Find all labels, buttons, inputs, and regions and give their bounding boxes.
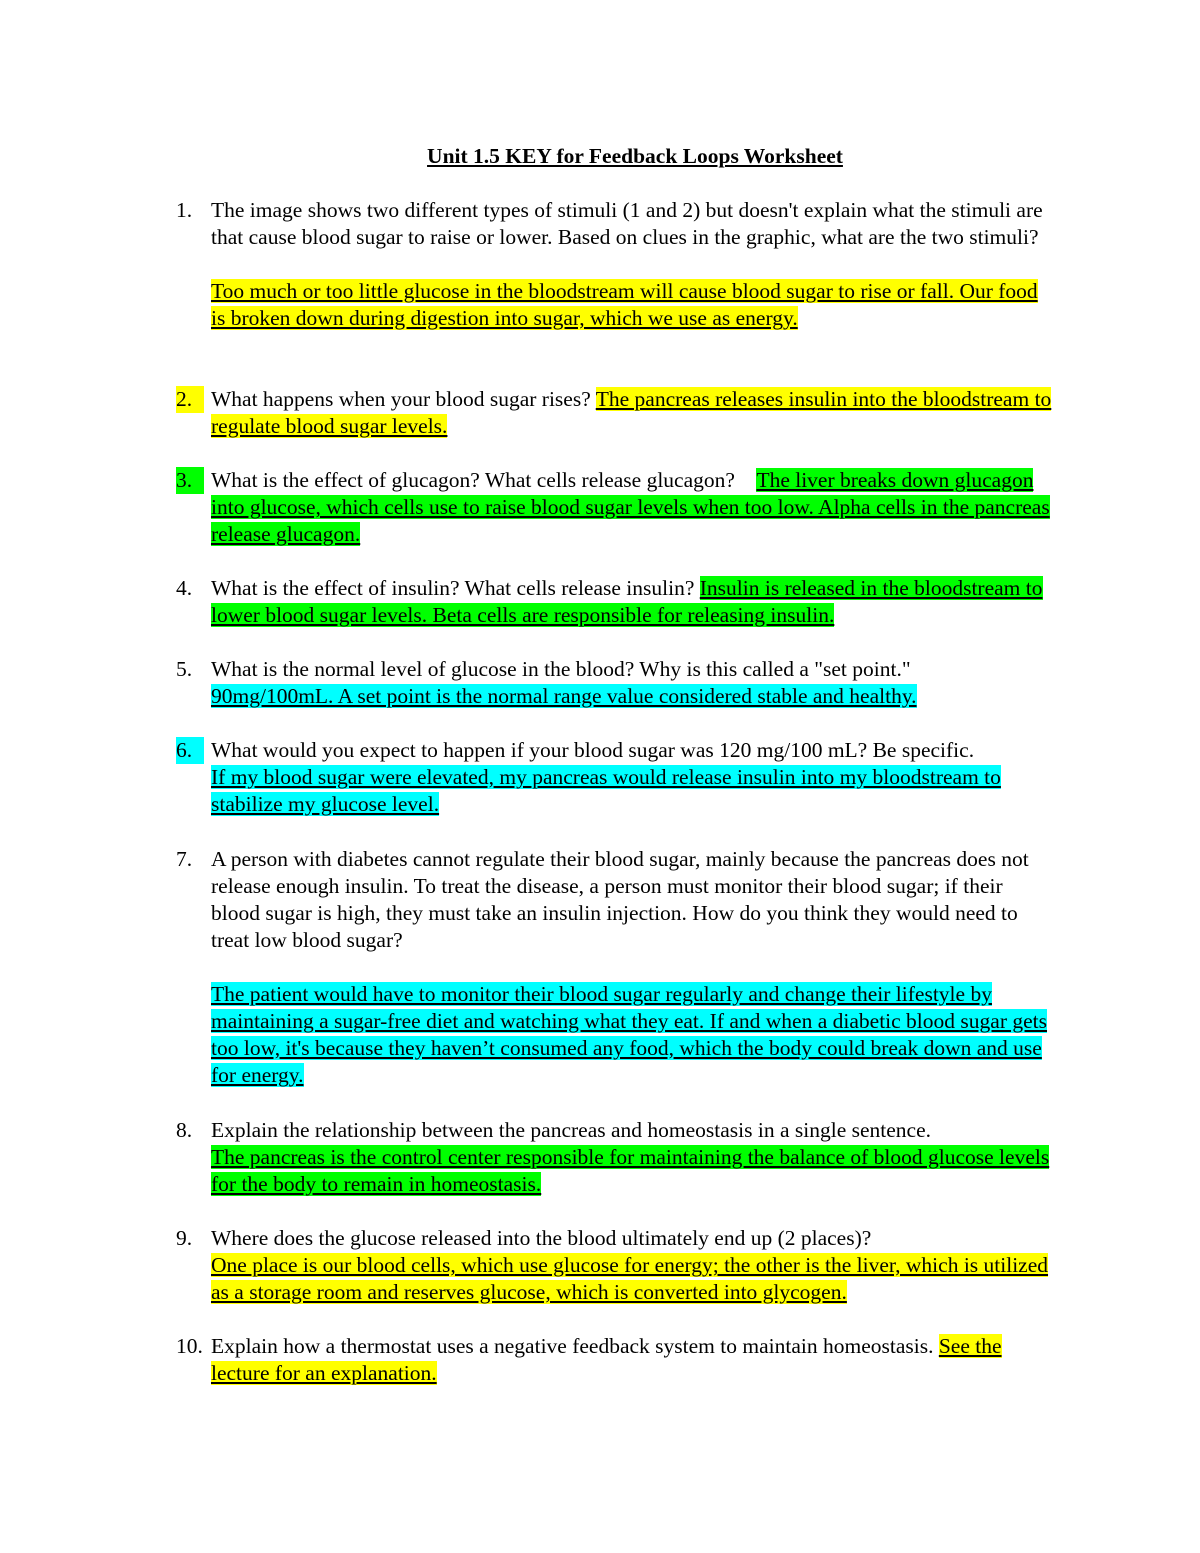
question-number: 4.: [176, 576, 193, 600]
question-text: The image shows two different types of stimuli (1 and 2) but doesn't explain what the stimuli are that cause blood sugar to raise or lower. Based on clues in the graphic, what are the two stimuli?: [211, 198, 1043, 249]
question-number: 9.: [176, 1226, 193, 1250]
question-text: A person with diabetes cannot regulate their blood sugar, mainly because the pancreas does not release enough insulin. To treat the disease, a person must monitor their blood sugar; if their blood sugar is high, they must take an insulin injection. How do you think they would need to treat low blood sugar?: [211, 847, 1029, 952]
question-6: [176, 737, 1056, 818]
question-text: Explain the relationship between the pancreas and homeostasis in a single sentence.: [211, 1118, 932, 1142]
question-4: [176, 575, 1056, 629]
answer-text: Too much or too little glucose in the bloodstream will cause blood sugar to rise or fall. Our food is broken down during digestion into sugar, which we use as energy.: [211, 279, 1038, 330]
question-7: [176, 846, 1056, 1089]
question-text: Where does the glucose released into the blood ultimately end up (2 places)?: [211, 1226, 872, 1250]
question-8: [176, 1117, 1056, 1198]
question-number: 3.: [176, 467, 204, 494]
answer-text: See the lecture for an explanation.: [211, 1334, 1002, 1385]
answer-text: Insulin is released in the bloodstream to lower blood sugar levels. Beta cells are responsible for releasing insulin.: [211, 576, 1043, 627]
page-title: Unit 1.5 KEY for Feedback Loops Worksheet: [427, 144, 843, 168]
answer-text: The liver breaks down glucagon into glucose, which cells use to raise blood sugar levels when too low. Alpha cells in the pancreas release glucagon.: [211, 468, 1050, 546]
question-text: What is the effect of insulin? What cells release insulin?: [211, 576, 695, 600]
answer-text: The pancreas releases insulin into the bloodstream to regulate blood sugar levels.: [211, 387, 1052, 438]
answer-text: 90mg/100mL. A set point is the normal range value considered stable and healthy.: [211, 684, 917, 708]
question-3: [176, 467, 1056, 548]
question-number: 7.: [176, 847, 193, 871]
question-text: What happens when your blood sugar rises?: [211, 387, 591, 411]
question-text: What is the normal level of glucose in the blood? Why is this called a "set point.": [211, 657, 911, 681]
answer-text: If my blood sugar were elevated, my pancreas would release insulin into my bloodstream to stabilize my glucose level.: [211, 765, 1001, 816]
question-number: 2.: [176, 386, 204, 413]
answer-text: One place is our blood cells, which use glucose for energy; the other is the liver, which is utilized as a storage room and reserves glucose, which is converted into glycogen.: [211, 1253, 1049, 1304]
answer-text: The pancreas is the control center responsible for maintaining the balance of blood glucose levels for the body to remain in homeostasis.: [211, 1145, 1050, 1196]
question-number: 10.: [176, 1334, 203, 1358]
question-5: [176, 656, 1056, 710]
question-text: What would you expect to happen if your blood sugar was 120 mg/100 mL? Be specific.: [211, 738, 975, 762]
question-number: 1.: [176, 198, 193, 222]
question-9: [176, 1225, 1056, 1306]
question-text: Explain how a thermostat uses a negative feedback system to maintain homeostasis.: [211, 1334, 934, 1358]
question-10: [176, 1333, 1056, 1387]
question-text: What is the effect of glucagon? What cells release glucagon?: [211, 468, 735, 492]
question-number: 8.: [176, 1118, 193, 1142]
answer-text: The patient would have to monitor their blood sugar regularly and change their lifestyle by maintaining a sugar-free diet and watching what they eat. If and when a diabetic blood sugar gets too low, it's because they haven’t consumed any food, which the body could break down and use for energy.: [211, 982, 1047, 1087]
question-2: [176, 386, 1056, 440]
question-1: [176, 197, 1056, 332]
question-number: 6.: [176, 737, 204, 764]
question-number: 5.: [176, 657, 193, 681]
